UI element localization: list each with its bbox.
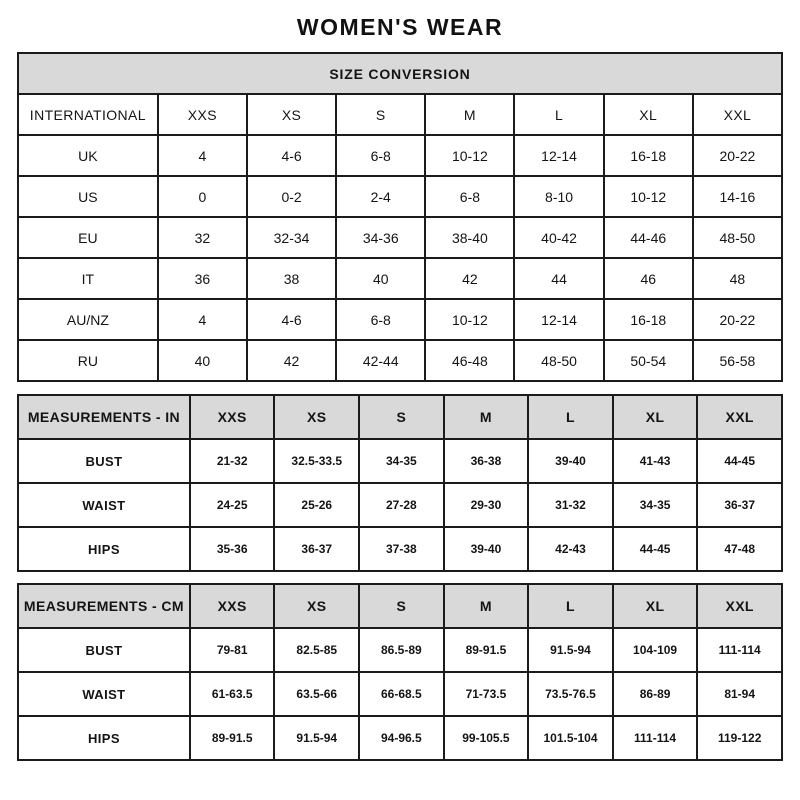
column-header-size: S [359,395,444,439]
size-value: 2-4 [336,176,425,217]
row-label: RU [18,340,158,381]
row-label: EU [18,217,158,258]
table-row [18,135,782,176]
measurement-value: 34-35 [359,439,444,483]
table-row [18,628,782,672]
column-header-size: XL [613,584,698,628]
table-header-row [18,94,782,135]
size-value: 40-42 [514,217,603,258]
size-value: 48-50 [693,217,782,258]
size-value: 32 [158,217,247,258]
size-value: 8-10 [514,176,603,217]
measurements-in-table [17,394,783,572]
size-value: 10-12 [604,176,693,217]
measurement-value: 29-30 [444,483,529,527]
page-title: WOMEN'S WEAR [296,14,504,40]
row-label: UK [18,135,158,176]
row-label: US [18,176,158,217]
column-header-size: XXS [158,94,247,135]
measurement-value: 89-91.5 [444,628,529,672]
table-row [18,483,782,527]
measurement-value: 21-32 [190,439,275,483]
row-label: IT [18,258,158,299]
size-value: 56-58 [693,340,782,381]
table-header-row [18,584,782,628]
size-value: 6-8 [336,135,425,176]
measurement-value: 119-122 [697,716,782,760]
size-value: 4 [158,299,247,340]
table-header-row [18,395,782,439]
measurement-value: 86.5-89 [359,628,444,672]
column-header-size: M [444,395,529,439]
size-value: 44 [514,258,603,299]
size-value: 12-14 [514,299,603,340]
size-value: 40 [336,258,425,299]
measurement-value: 36-38 [444,439,529,483]
row-label: WAIST [18,672,190,716]
size-value: 16-18 [604,299,693,340]
column-header-size: XXS [190,395,275,439]
size-value: 10-12 [425,135,514,176]
measurement-value: 73.5-76.5 [528,672,613,716]
measurement-value: 91.5-94 [274,716,359,760]
size-value: 32-34 [247,217,336,258]
size-value: 38-40 [425,217,514,258]
measurement-value: 81-94 [697,672,782,716]
size-value: 0 [158,176,247,217]
measurement-value: 66-68.5 [359,672,444,716]
row-label: WAIST [18,483,190,527]
row-label: BUST [18,628,190,672]
measurement-value: 111-114 [697,628,782,672]
measurement-value: 24-25 [190,483,275,527]
measurement-value: 39-40 [444,527,529,571]
column-header-size: XXL [693,94,782,135]
measurement-value: 47-48 [697,527,782,571]
measurement-value: 101.5-104 [528,716,613,760]
measurement-value: 35-36 [190,527,275,571]
measurement-value: 44-45 [613,527,698,571]
column-header-size: M [425,94,514,135]
size-value: 12-14 [514,135,603,176]
measurement-value: 99-105.5 [444,716,529,760]
column-header-size: XS [274,395,359,439]
column-header-size: XS [274,584,359,628]
size-value: 16-18 [604,135,693,176]
column-header-size: XXL [697,584,782,628]
size-value: 42 [247,340,336,381]
size-conversion-title: SIZE CONVERSION [18,53,782,94]
measurement-value: 44-45 [697,439,782,483]
measurement-value: 27-28 [359,483,444,527]
column-header-size: L [528,584,613,628]
measurement-value: 79-81 [190,628,275,672]
size-value: 34-36 [336,217,425,258]
measurement-value: 89-91.5 [190,716,275,760]
table-row [18,299,782,340]
measurement-value: 31-32 [528,483,613,527]
size-value: 46-48 [425,340,514,381]
measurement-value: 111-114 [613,716,698,760]
measurement-value: 94-96.5 [359,716,444,760]
measurements-in-title: MEASUREMENTS - IN [18,395,190,439]
measurements-cm-table [17,583,783,761]
table-caption-row [18,53,782,94]
size-value: 6-8 [336,299,425,340]
measurement-value: 86-89 [613,672,698,716]
size-value: 46 [604,258,693,299]
measurement-value: 61-63.5 [190,672,275,716]
size-value: 14-16 [693,176,782,217]
table-row [18,672,782,716]
column-header-size: S [359,584,444,628]
table-row [18,439,782,483]
column-header-international: INTERNATIONAL [18,94,158,135]
size-value: 4-6 [247,135,336,176]
measurements-cm-title: MEASUREMENTS - CM [18,584,190,628]
size-value: 36 [158,258,247,299]
measurement-value: 37-38 [359,527,444,571]
measurement-value: 82.5-85 [274,628,359,672]
table-row [18,217,782,258]
measurement-value: 34-35 [613,483,698,527]
column-header-size: XL [604,94,693,135]
measurement-value: 41-43 [613,439,698,483]
size-value: 0-2 [247,176,336,217]
measurement-value: 42-43 [528,527,613,571]
size-value: 6-8 [425,176,514,217]
measurement-value: 36-37 [697,483,782,527]
size-value: 4 [158,135,247,176]
column-header-size: L [514,94,603,135]
column-header-size: XS [247,94,336,135]
row-label: HIPS [18,527,190,571]
size-value: 20-22 [693,299,782,340]
measurement-value: 36-37 [274,527,359,571]
measurement-value: 91.5-94 [528,628,613,672]
column-header-size: M [444,584,529,628]
size-value: 42-44 [336,340,425,381]
measurement-value: 39-40 [528,439,613,483]
column-header-size: XXL [697,395,782,439]
measurement-value: 63.5-66 [274,672,359,716]
measurement-value: 71-73.5 [444,672,529,716]
table-row [18,258,782,299]
size-value: 44-46 [604,217,693,258]
row-label: BUST [18,439,190,483]
row-label: AU/NZ [18,299,158,340]
size-value: 48 [693,258,782,299]
measurement-value: 25-26 [274,483,359,527]
column-header-size: S [336,94,425,135]
row-label: HIPS [18,716,190,760]
column-header-size: XXS [190,584,275,628]
size-value: 48-50 [514,340,603,381]
size-value: 10-12 [425,299,514,340]
column-header-size: L [528,395,613,439]
size-value: 40 [158,340,247,381]
measurement-value: 104-109 [613,628,698,672]
size-value: 4-6 [247,299,336,340]
table-row [18,176,782,217]
size-value: 50-54 [604,340,693,381]
size-value: 42 [425,258,514,299]
table-row [18,716,782,760]
size-value: 38 [247,258,336,299]
table-row [18,527,782,571]
measurement-value: 32.5-33.5 [274,439,359,483]
size-value: 20-22 [693,135,782,176]
size-conversion-table [17,52,783,382]
column-header-size: XL [613,395,698,439]
table-row [18,340,782,381]
